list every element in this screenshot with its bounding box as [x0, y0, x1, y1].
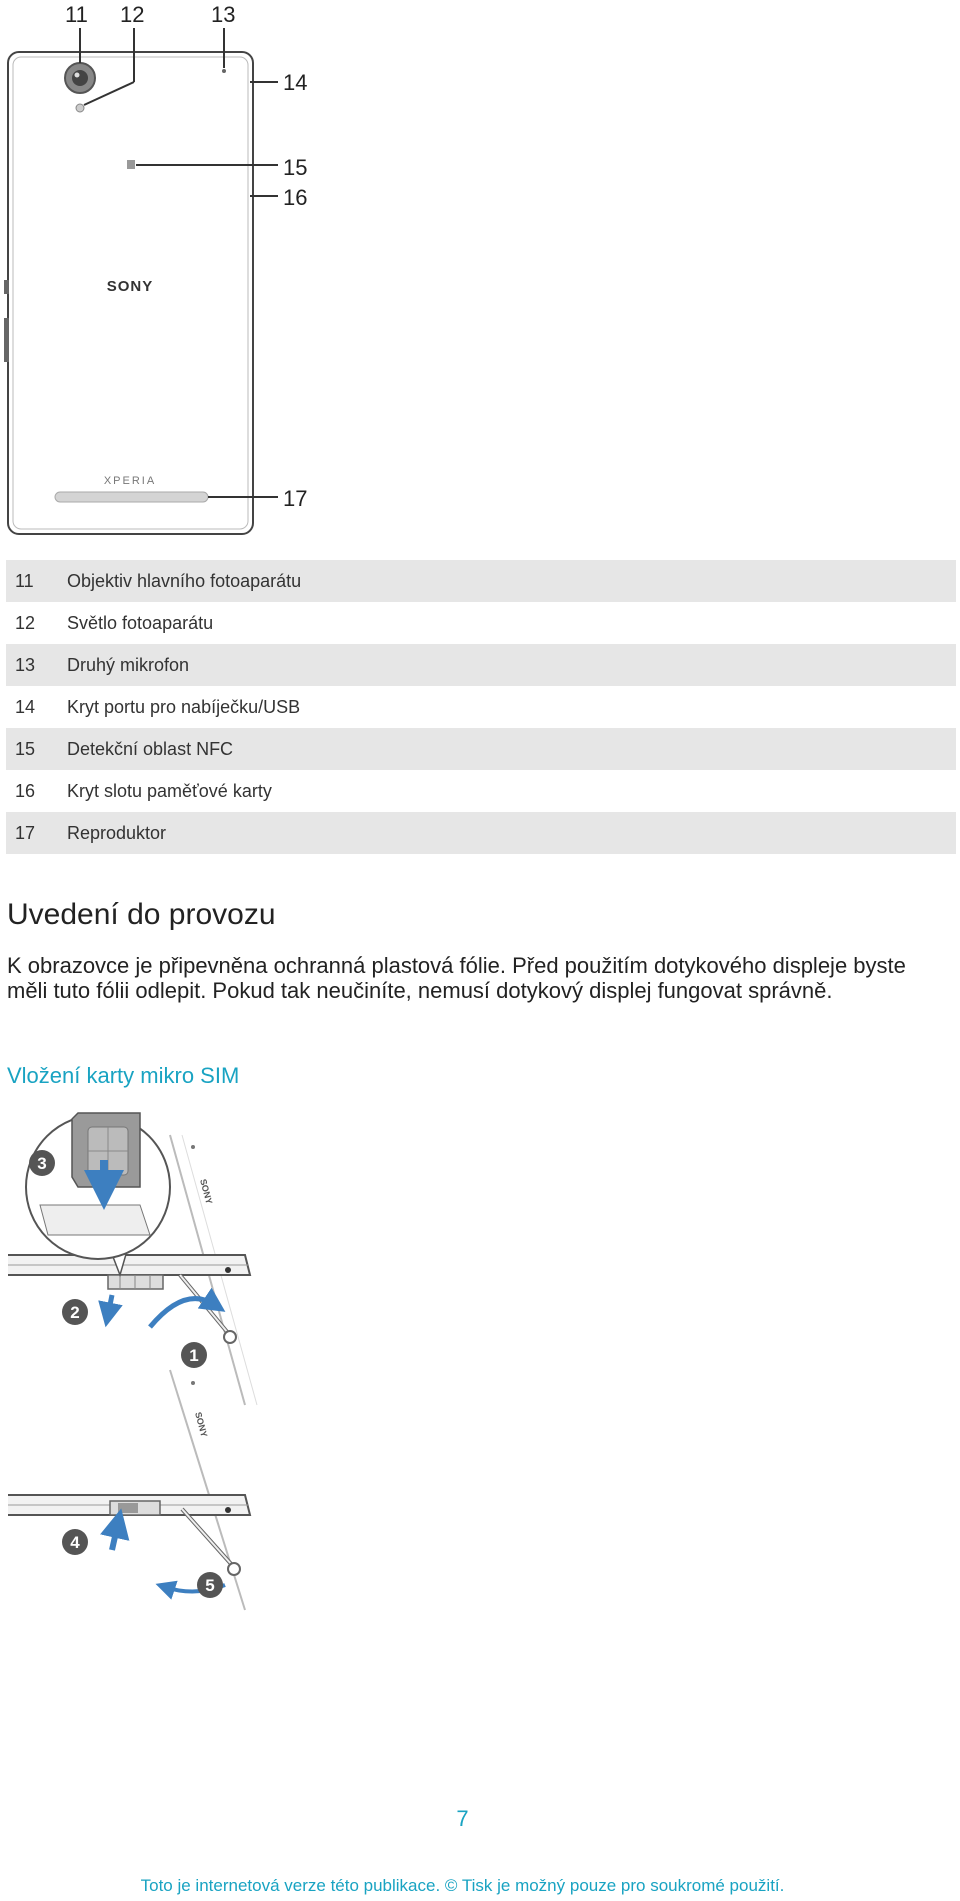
arrow-down-small-icon	[108, 1295, 112, 1315]
row-label: Objektiv hlavního fotoaparátu	[67, 570, 302, 591]
callout-14: 14	[283, 70, 308, 95]
svg-text:1: 1	[189, 1346, 199, 1365]
row-number: 14	[15, 696, 36, 717]
row-label: Detekční oblast NFC	[67, 738, 234, 759]
zoom-callout-circle	[26, 1113, 170, 1275]
speaker-grille	[55, 492, 208, 502]
table-row	[6, 812, 956, 854]
sony-logo: SONY	[106, 278, 154, 295]
callout-16: 16	[283, 185, 308, 210]
table-row	[6, 644, 956, 686]
table-row	[6, 602, 956, 644]
callout-11: 11	[65, 2, 88, 27]
table-row	[6, 770, 956, 812]
row-label: Reproduktor	[67, 822, 167, 843]
phone-rear-diagram	[0, 0, 340, 545]
nfc-icon	[127, 160, 135, 169]
arrow-curved-icon	[150, 1299, 215, 1327]
section-title: Uvedení do provozu	[7, 898, 276, 931]
camera-lens-icon	[65, 63, 95, 93]
sony-logo-upper: SONY	[198, 1177, 215, 1206]
sim-eject-pin-lower-icon	[182, 1509, 240, 1575]
row-number: 15	[15, 738, 36, 759]
parts-table	[6, 560, 956, 854]
table-row	[6, 728, 956, 770]
step-badge-1	[181, 1342, 207, 1368]
row-label: Kryt portu pro nabíječku/USB	[67, 696, 301, 717]
sim-eject-pin-icon	[180, 1275, 236, 1343]
svg-text:5: 5	[205, 1576, 215, 1595]
table-row	[6, 686, 956, 728]
callout-13: 13	[211, 2, 236, 27]
row-number: 13	[15, 654, 36, 675]
row-label: Kryt slotu paměťové karty	[67, 780, 272, 801]
subsection-title: Vložení karty mikro SIM	[7, 1063, 240, 1088]
row-label: Světlo fotoaparátu	[67, 612, 214, 633]
table-row	[6, 560, 956, 602]
step-badge-2	[62, 1299, 88, 1325]
sony-logo-lower: SONY	[193, 1410, 210, 1439]
callout-15: 15	[283, 155, 308, 180]
sim-tray-upper	[108, 1275, 163, 1289]
row-number: 12	[15, 612, 36, 633]
row-number: 16	[15, 780, 36, 801]
step-badge-4	[62, 1529, 88, 1555]
camera-light-icon	[76, 104, 84, 112]
microphone-icon	[222, 69, 226, 73]
callout-12: 12	[120, 2, 145, 27]
xperia-logo: XPERIA	[103, 475, 157, 487]
row-label: Druhý mikrofon	[67, 654, 190, 675]
row-number: 17	[15, 822, 36, 843]
step-badge-5	[197, 1572, 223, 1598]
page-number: 7	[456, 1806, 469, 1831]
svg-text:2: 2	[70, 1303, 80, 1322]
footer-note: Toto je internetová verze této publikace. © Tisk je možný pouze pro soukromé použití.	[140, 1876, 785, 1895]
svg-text:3: 3	[37, 1154, 47, 1173]
sim-insertion-diagram	[0, 1105, 300, 1625]
svg-text:4: 4	[70, 1533, 80, 1552]
row-number: 11	[15, 570, 34, 591]
callout-17: 17	[283, 486, 308, 511]
arrow-up-icon	[112, 1523, 118, 1550]
intro-paragraph: K obrazovce je připevněna ochranná plastová fólie. Před použitím dotykového displeje byste měli tuto fólii odlepit. Pokud tak neučiníte, nemusí dotykový displej fungovat správně.	[7, 953, 906, 1003]
step-badge-3	[29, 1150, 55, 1176]
